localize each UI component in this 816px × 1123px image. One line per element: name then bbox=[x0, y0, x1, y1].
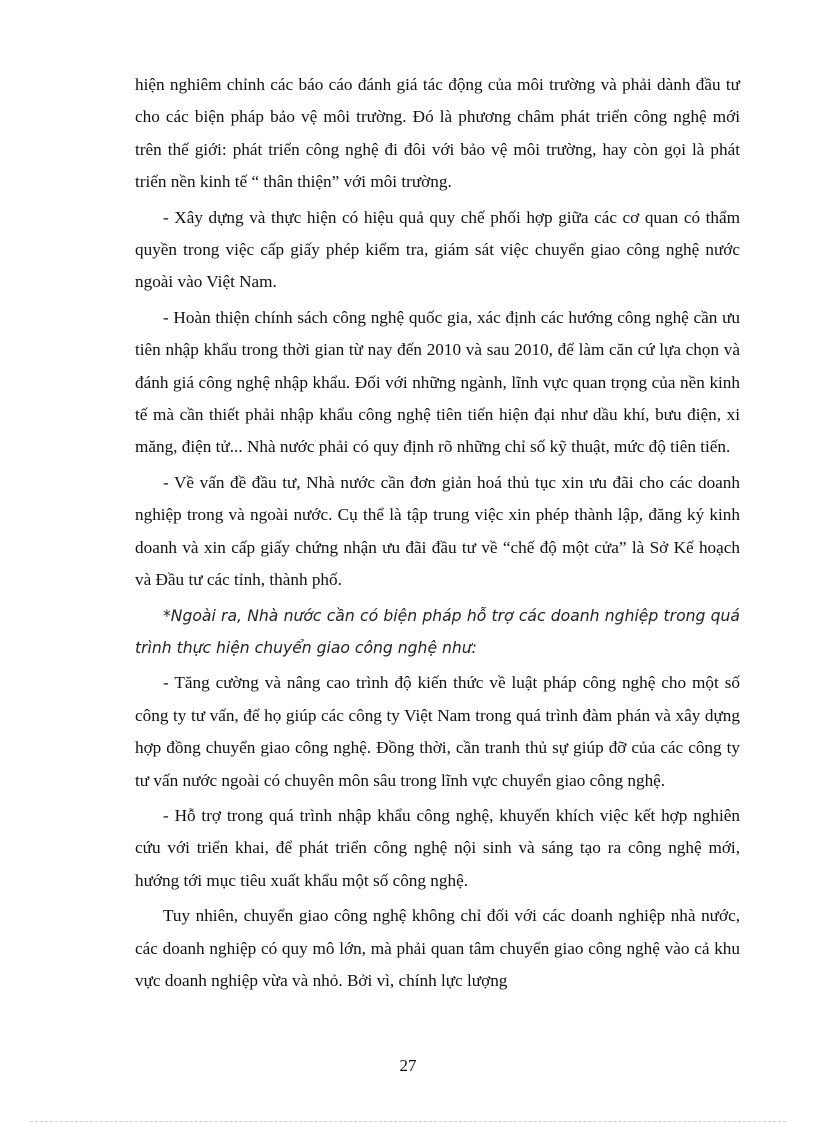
paragraph-regulation-coordination: - Xây dựng và thực hiện có hiệu quả quy chế phối hợp giữa các cơ quan có thẩm quyền trong việc cấp giấy phép kiểm tra, giám sát việc chuyển giao công nghệ nước ngoài vào Việt Nam. bbox=[135, 207, 740, 292]
paragraph-support-intro: *Ngoài ra, Nhà nước cần có biện pháp hỗ trợ các doanh nghiệp trong quá trình thực hiện chuyển giao công nghệ như: bbox=[135, 606, 740, 657]
paragraph-sme-transfer: Tuy nhiên, chuyển giao công nghệ không chỉ đối với các doanh nghiệp nhà nước, các doanh nghiệp có quy mô lớn, mà phải quan tâm chuyển giao công nghệ vào cả khu vực doanh nghiệp vừa và nhỏ. Bởi vì, chính lực lượng bbox=[135, 906, 740, 990]
page-bottom-divider bbox=[30, 1121, 786, 1122]
paragraph-import-support: - Hỗ trợ trong quá trình nhập khẩu công nghệ, khuyến khích việc kết hợp nghiên cứu với triển khai, để phát triển công nghệ nội sinh và sáng tạo ra công nghệ mới, hướng tới mục tiêu xuất khẩu một số công nghệ. bbox=[135, 805, 740, 890]
paragraph-technology-policy: - Hoàn thiện chính sách công nghệ quốc gia, xác định các hướng công nghệ cần ưu tiên nhập khẩu trong thời gian từ nay đến 2010 và sau 2010, để làm căn cứ lựa chọn và đánh giá công nghệ nhập khẩu. Đối với những ngành, lĩnh vực quan trọng của nền kinh tế mà cần thiết phải nhập khẩu công nghệ tiên tiến hiện đại như dầu khí, bưu điện, xi măng, điện tử... Nhà nước phải có quy định rõ những chỉ số kỹ thuật, mức độ tiên tiến. bbox=[135, 307, 740, 457]
paragraph-investment-procedure: - Về vấn đề đầu tư, Nhà nước cần đơn giản hoá thủ tục xin ưu đãi cho các doanh nghiệp trong và ngoài nước. Cụ thể là tập trung việc xin phép thành lập, đăng ký kinh doanh và xin cấp giấy chứng nhận ưu đãi đầu tư về “chế độ một cửa” là Sở Kế hoạch và Đầu tư các tỉnh, thành phố. bbox=[135, 472, 740, 590]
paragraph-continuation: hiện nghiêm chỉnh các báo cáo đánh giá tác động của môi trường và phải dành đầu tư cho các biện pháp bảo vệ môi trường. Đó là phương châm phát triển công nghệ mới trên thế giới: phát triển công nghệ đi đôi với bảo vệ môi trường, hay còn gọi là phát triển nền kinh tế “ thân thiện” với môi trường. bbox=[135, 75, 740, 192]
page-number: 27 bbox=[399, 1056, 417, 1075]
body-text bbox=[135, 69, 740, 1000]
paragraph-consulting-support: - Tăng cường và nâng cao trình độ kiến thức về luật pháp công nghệ cho một số công ty tư vấn, để họ giúp các công ty Việt Nam trong quá trình đàm phán và xây dựng hợp đồng chuyển giao công nghệ. Đồng thời, cần tranh thủ sự giúp đỡ của các công ty tư vấn nước ngoài có chuyên môn sâu trong lĩnh vực chuyển giao công nghệ. bbox=[135, 673, 740, 790]
